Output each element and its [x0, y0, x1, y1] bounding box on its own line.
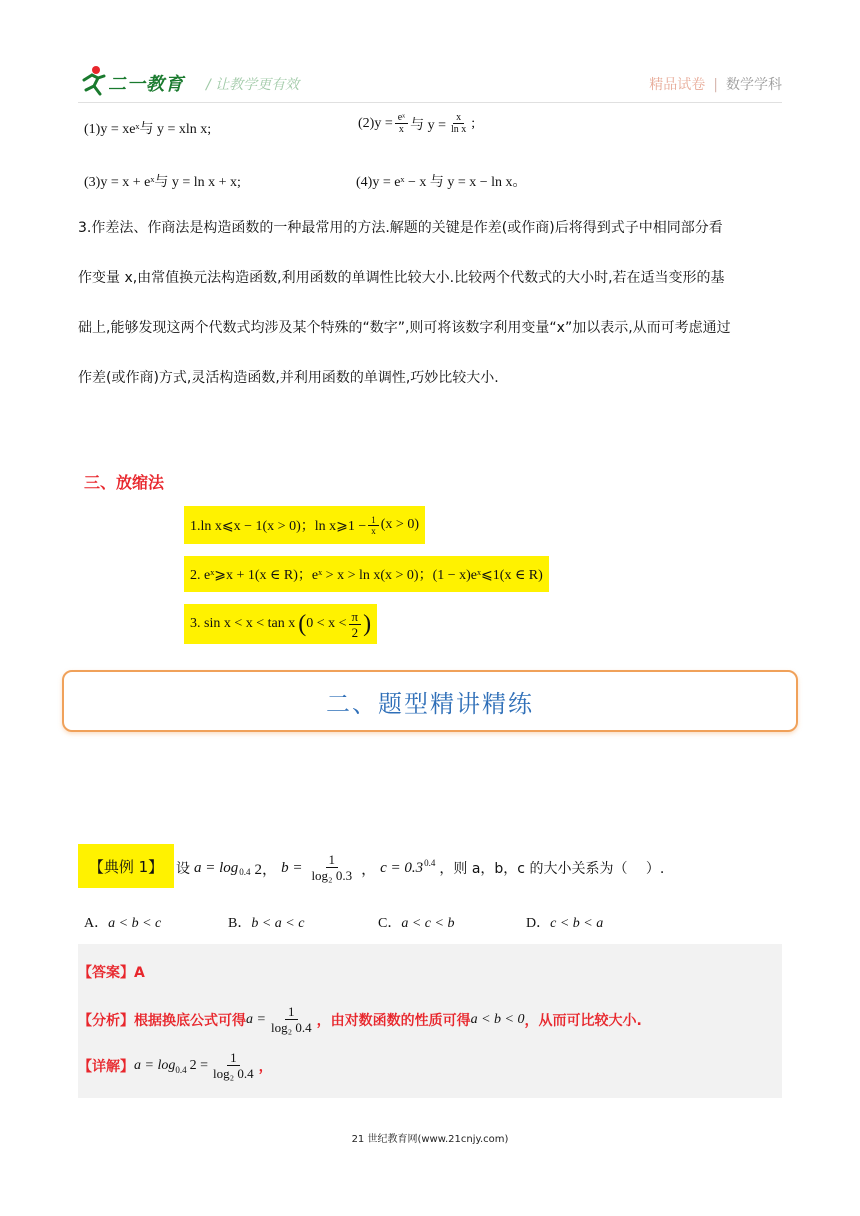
fraction-denominator: ln x — [450, 124, 467, 135]
banner-title: 二、题型精讲精练 — [326, 689, 534, 718]
detail-a: a = log — [134, 1058, 176, 1073]
fraction-denominator: x — [371, 525, 376, 536]
header-divider — [78, 102, 782, 103]
brand-label: 精品试卷 — [649, 77, 706, 93]
question-a-sub: 0.4 — [239, 867, 251, 877]
formula-1-fraction — [368, 515, 379, 536]
pair-2-suffix: ; — [471, 116, 476, 131]
pair-2 — [358, 112, 475, 136]
formula-3-paren-open: ( — [298, 611, 307, 637]
option-label: C． — [378, 916, 402, 931]
fraction-numerator: π — [349, 609, 362, 625]
fraction-numerator: 1 — [227, 1050, 240, 1066]
option-d[interactable] — [526, 912, 603, 932]
question-set: 设 — [176, 861, 190, 877]
option-label: D． — [526, 916, 551, 931]
header-right — [649, 74, 782, 94]
slogan: / 让教学更有效 — [206, 77, 300, 93]
analysis-tail: ，从而可比较大小. — [524, 1013, 642, 1029]
pair-2-fraction-1 — [395, 112, 408, 136]
question-a: a = log — [194, 859, 239, 876]
answer-line: 【答案】A — [78, 965, 145, 981]
analysis-mid: ，由对数函数的性质可得 — [316, 1013, 471, 1029]
formula-3-paren-close: ) — [363, 611, 372, 637]
pair-1: (1)y = xeˣ与 y = xln x; — [84, 122, 212, 137]
question-c: c = 0.3 — [380, 859, 424, 876]
detail-mid: 2 = — [189, 1058, 208, 1073]
detail-sub: 0.4 — [175, 1065, 187, 1075]
section-title: 三、放缩法 — [84, 473, 165, 492]
fraction-denominator: log₂ 0.4 — [213, 1066, 254, 1081]
page-footer: 21 世纪教育网(www.21cnjy.com) — [351, 1134, 509, 1145]
fraction-denominator: log₂ 0.3 — [311, 868, 353, 883]
question-b-fraction — [308, 852, 355, 884]
option-c[interactable] — [378, 912, 454, 932]
question-comma: ， — [361, 861, 377, 878]
answer-box — [78, 944, 782, 1098]
page-header — [78, 62, 782, 102]
option-b[interactable] — [228, 912, 304, 932]
question-b: b = — [281, 859, 303, 876]
analysis-a: a = — [246, 1012, 266, 1027]
paragraph-line-4: 作差(或作商)方式,灵活构造函数,并利用函数的单调性,巧妙比较大小. — [78, 370, 499, 386]
fraction-numerator: eˣ — [395, 112, 408, 124]
formula-2-text: 2. eˣ⩾x + 1(x ∈ R)；eˣ > x > ln x(x > 0)；(1 − x)eˣ⩽1(x ∈ R) — [190, 568, 543, 583]
fraction-denominator: 2 — [351, 624, 359, 640]
pair-2-mid: 与 y = — [410, 118, 446, 133]
analysis-fraction — [268, 1004, 315, 1036]
question-tail: ，则 a，b，c 的大小关系为（ ）. — [439, 861, 665, 877]
detail-formula — [134, 1050, 259, 1082]
fraction-denominator: x — [398, 124, 404, 135]
option-a[interactable] — [84, 912, 161, 932]
header-separator: | — [713, 77, 718, 93]
pair-2-fraction-2 — [448, 112, 469, 136]
answer-options — [84, 912, 784, 932]
question-text — [176, 852, 664, 884]
pair-2-prefix: (2)y = — [358, 116, 393, 131]
detail-line — [78, 1050, 273, 1082]
question-a-tail: 2， — [254, 861, 278, 878]
paragraph-line-2: 作变量 x,由常值换元法构造函数,利用函数的单调性比较大小.比较两个代数式的大小时,若在适当变形的基 — [78, 270, 725, 286]
option-label: A． — [84, 916, 109, 931]
formula-3-prefix: 3. sin x < x < tan x — [190, 616, 296, 631]
detail-tail: ， — [258, 1059, 273, 1075]
formula-3 — [184, 604, 377, 644]
question-c-sup: 0.4 — [424, 858, 436, 868]
detail-fraction — [210, 1050, 257, 1082]
fraction-numerator: 1 — [285, 1004, 298, 1020]
analysis-inequality: a < b < 0 — [470, 1012, 525, 1027]
fraction-numerator: 1 — [368, 515, 379, 526]
runner-icon — [78, 64, 108, 98]
option-label: B． — [228, 916, 252, 931]
paragraph-line-3: 础上,能够发现这两个代数式均涉及某个特殊的“数字”,则可将该数字利用变量“x”加以表示,从而可考虑通过 — [78, 320, 731, 336]
fraction-numerator: x — [453, 112, 464, 124]
formula-1-suffix: (x > 0) — [380, 517, 419, 532]
pair-4: (4)y = eˣ − x 与 y = x − ln x。 — [356, 175, 527, 190]
detail-label: 【详解】 — [78, 1059, 134, 1075]
formula-2 — [184, 556, 549, 592]
example-tag: 【典例 1】 — [78, 844, 174, 888]
option-text: a < b < c — [108, 916, 162, 931]
analysis-line — [78, 1004, 642, 1036]
paragraph-line-1: 3.作差法、作商法是构造函数的一种最常用的方法.解题的关键是作差(或作商)后将得到式子中相同部分看 — [78, 220, 723, 236]
formula-3-inner: 0 < x < — [306, 616, 347, 631]
formula-3-fraction — [349, 609, 362, 640]
subject-label: 数学学科 — [726, 77, 782, 93]
analysis-formula — [246, 1004, 317, 1036]
formula-1 — [184, 506, 425, 544]
option-text: b < a < c — [251, 916, 305, 931]
fraction-denominator: log₂ 0.4 — [270, 1020, 312, 1035]
formula-1-prefix: 1.ln x⩽x − 1(x > 0)；ln x⩾1 − — [190, 519, 367, 534]
logo-text: 二一教育 — [108, 74, 184, 95]
analysis-label: 【分析】根据换底公式可得 — [78, 1013, 246, 1029]
option-text: a < c < b — [401, 916, 455, 931]
fraction-numerator: 1 — [326, 852, 339, 868]
pair-3: (3)y = x + eˣ与 y = ln x + x; — [84, 175, 241, 190]
logo — [78, 64, 198, 98]
option-text: c < b < a — [550, 916, 604, 931]
section-banner — [62, 670, 798, 732]
